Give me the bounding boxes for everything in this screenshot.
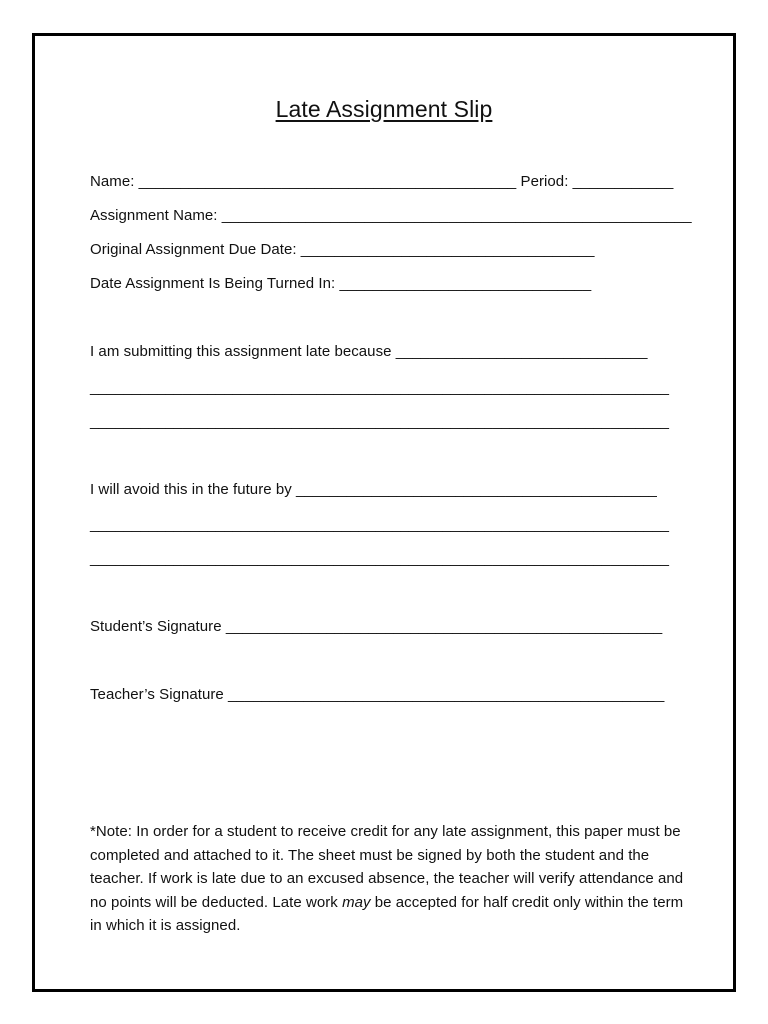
late-reason-prompt: I am submitting this assignment late because [90,343,396,360]
future-avoid-line-1[interactable]: _____________________________________________________________________ [90,516,670,533]
future-avoid-prompt: I will avoid this in the future by [90,481,297,498]
original-due-date-row [90,241,595,259]
period-label: Period: [516,173,573,190]
teacher-signature-row [90,686,664,704]
turned-in-date-field[interactable]: ______________________________ [339,275,592,292]
student-signature-field[interactable]: ____________________________________________________ [225,618,663,635]
note-text-after: be accepted for half credit only within the term in which it is assigned. [90,893,684,935]
late-reason-row [90,343,648,361]
name-field[interactable]: _____________________________________________ [138,173,517,190]
future-avoid-field[interactable]: ___________________________________________ [296,481,657,498]
teacher-signature-label: Teacher’s Signature [90,686,229,703]
turned-in-date-label: Date Assignment Is Being Turned In: [90,275,340,292]
assignment-name-label: Assignment Name: [90,207,222,224]
future-avoid-line-2[interactable]: _____________________________________________________________________ [90,550,670,567]
note-emphasis: may [342,893,371,911]
original-due-date-field[interactable]: ___________________________________ [300,241,595,258]
name-label: Name: [90,173,139,190]
student-signature-row [90,618,662,636]
late-reason-line-2[interactable]: _____________________________________________________________________ [90,413,670,430]
teacher-signature-field[interactable]: ____________________________________________________ [228,686,665,703]
late-reason-line-1[interactable]: _____________________________________________________________________ [90,379,670,396]
note-text-before: *Note: In order for a student to receive credit for any late assignment, this paper must be completed and attached to it. The sheet must be signed by both the student and the teacher. If work is late due to an excused absence, the teacher will verify attendance and no points will be deducted. Late work [90,823,684,911]
late-reason-field[interactable]: ______________________________ [395,343,648,360]
student-signature-label: Student’s Signature [90,618,226,635]
late-work-note [90,820,690,938]
future-avoid-row [90,481,657,499]
assignment-name-field[interactable]: ________________________________________________________ [221,207,692,224]
name-row [90,173,673,191]
original-due-date-label: Original Assignment Due Date: [90,241,301,258]
page-title: Late Assignment Slip [275,96,493,122]
assignment-name-row [90,207,692,225]
period-field[interactable]: ____________ [572,173,674,190]
turned-in-date-row [90,275,591,293]
